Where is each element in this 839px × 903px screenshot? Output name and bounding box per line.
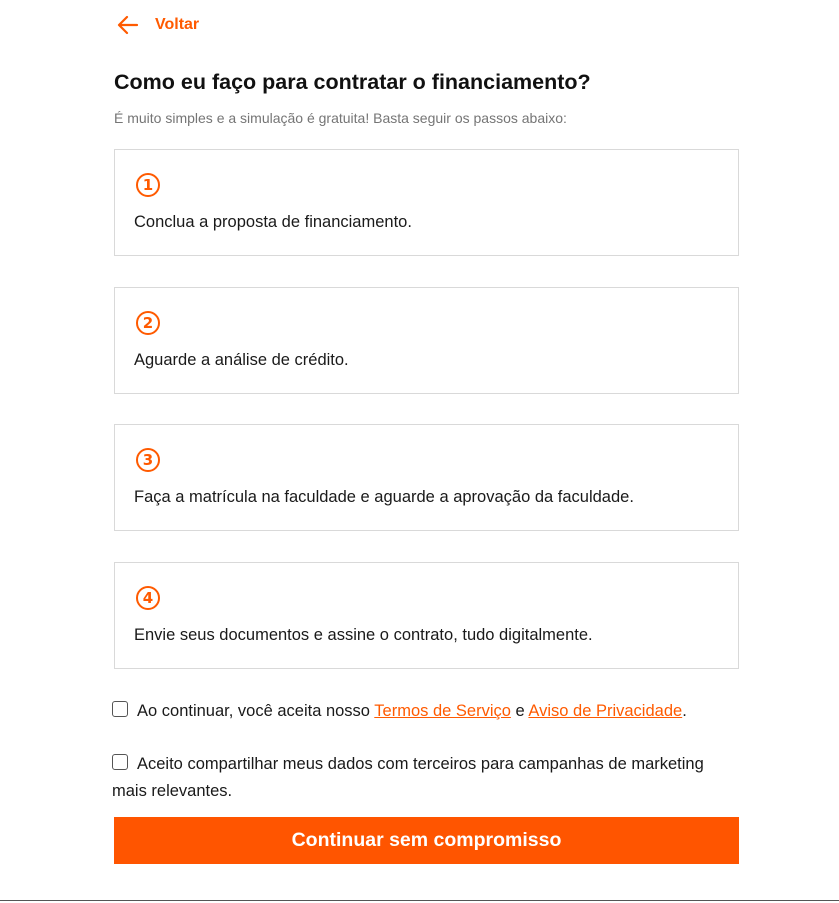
terms-of-service-link[interactable]: Termos de Serviço (374, 702, 511, 720)
back-link[interactable] (116, 12, 199, 38)
step-number: 3 (142, 451, 154, 469)
step-1-number-icon (135, 172, 161, 198)
step-text: Conclua a proposta de financiamento. (134, 213, 412, 231)
terms-and: e (515, 702, 525, 720)
arrow-left-icon (116, 13, 140, 37)
step-card-1 (114, 149, 739, 256)
step-3-number-icon (135, 447, 161, 473)
marketing-consent-text: Aceito compartilhar meus dados com terceiros para campanhas de marketing mais relevantes. (112, 755, 704, 800)
marketing-consent-row (112, 751, 712, 805)
continue-button[interactable]: Continuar sem compromisso (114, 817, 739, 864)
step-number: 1 (142, 176, 154, 194)
page-title: Como eu faço para contratar o financiamento? (114, 70, 591, 94)
terms-prefix: Ao continuar, você aceita nosso (137, 702, 370, 720)
step-text: Aguarde a análise de crédito. (134, 351, 349, 369)
back-label: Voltar (155, 16, 200, 33)
bottom-divider (0, 900, 839, 901)
step-card-2 (114, 287, 739, 394)
page-subtitle: É muito simples e a simulação é gratuita! Basta seguir os passos abaixo: (114, 110, 567, 126)
terms-consent-row (112, 698, 712, 725)
step-card-4 (114, 562, 739, 669)
terms-suffix: . (682, 702, 687, 720)
marketing-checkbox[interactable] (112, 754, 128, 770)
step-2-number-icon (135, 310, 161, 336)
step-number: 2 (142, 314, 154, 332)
terms-checkbox[interactable] (112, 701, 128, 717)
step-text: Faça a matrícula na faculdade e aguarde a aprovação da faculdade. (134, 488, 634, 506)
step-card-3 (114, 424, 739, 531)
step-4-number-icon (135, 585, 161, 611)
step-number: 4 (142, 589, 154, 607)
step-text: Envie seus documentos e assine o contrato, tudo digitalmente. (134, 626, 593, 644)
privacy-notice-link[interactable]: Aviso de Privacidade (528, 702, 683, 720)
